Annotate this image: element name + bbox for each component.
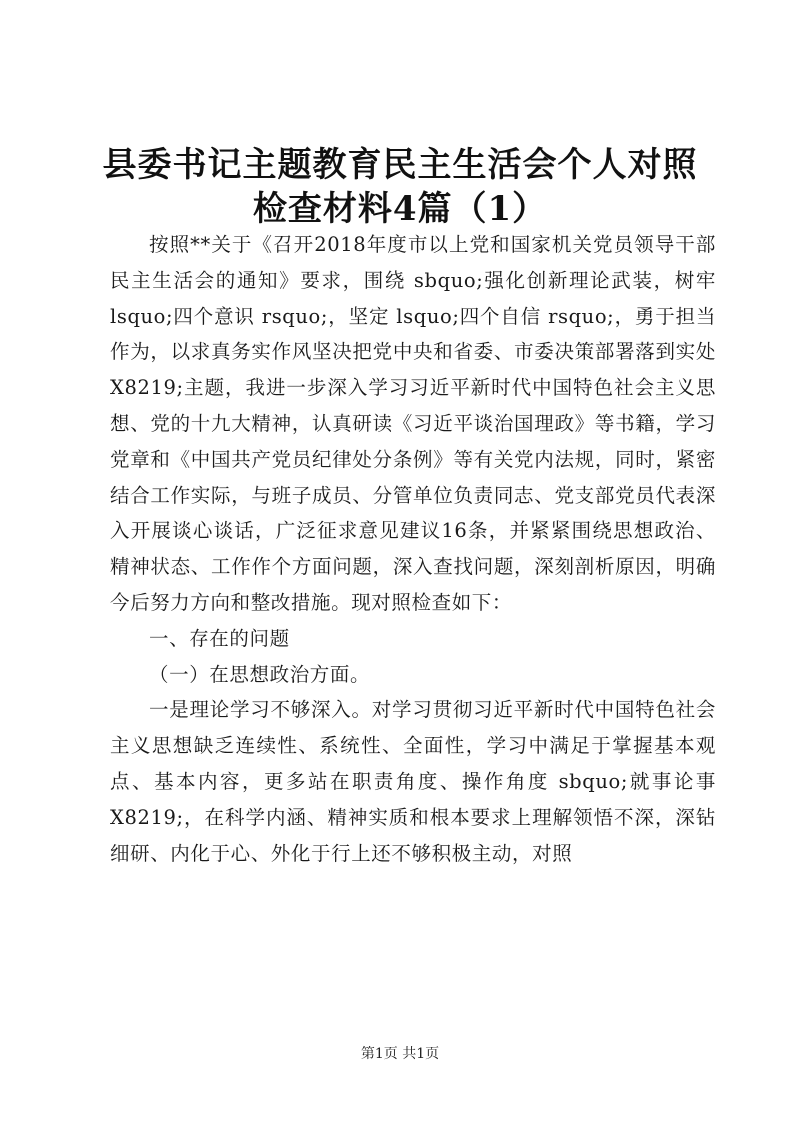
page-footer: 第1页 共1页 bbox=[360, 1046, 440, 1062]
document-title: 县委书记主题教育民主生活会个人对照检查材料4篇（1） bbox=[102, 145, 698, 229]
section-heading: 一、存在的问题 bbox=[149, 626, 290, 650]
paragraph-intro: 按照**关于《召开2018年度市以上党和国家机关党员领导干部民主生活会的通知》要求，围绕 sbquo;强化创新理论武装，树牢 lsquo;四个意识 rsquo;，坚定 lsquo;四个自信 rsquo;，勇于担当作为，以求真务实作风坚决把党中央和省委、市委决策部署落到实处 X8219;主题，我进一步深入学习习近平新时代中国特色社会主义思想、党的十九大精神，认真研读《习近平谈治国理政》等书籍，学习党章和《中国共产党员纪律处分条例》等有关党内法规，同时，紧密结合工作实际，与班子成员、分管单位负责同志、党支部党员代表深入开展谈心谈话，广泛征求意见建议16条，并紧紧围绕思想政治、精神状态、工作作个方面问题，深入查找问题，深刻剖析原因，明确今后努力方向和整改措施。现对照检查如下： bbox=[110, 233, 716, 614]
subsection-heading: （一）在思想政治方面。 bbox=[149, 662, 371, 686]
document-body bbox=[110, 227, 716, 871]
paragraph-point-one: 一是理论学习不够深入。对学习贯彻习近平新时代中国特色社会主义思想缺乏连续性、系统性、全面性，学习中满足于掌握基本观点、基本内容，更多站在职责角度、操作角度 sbquo;就事论事 X8219;，在科学内涵、精神实质和根本要求上理解领悟不深，深钻细研、内化于心、外化于行上还不够积极主动，对照 bbox=[110, 698, 716, 865]
